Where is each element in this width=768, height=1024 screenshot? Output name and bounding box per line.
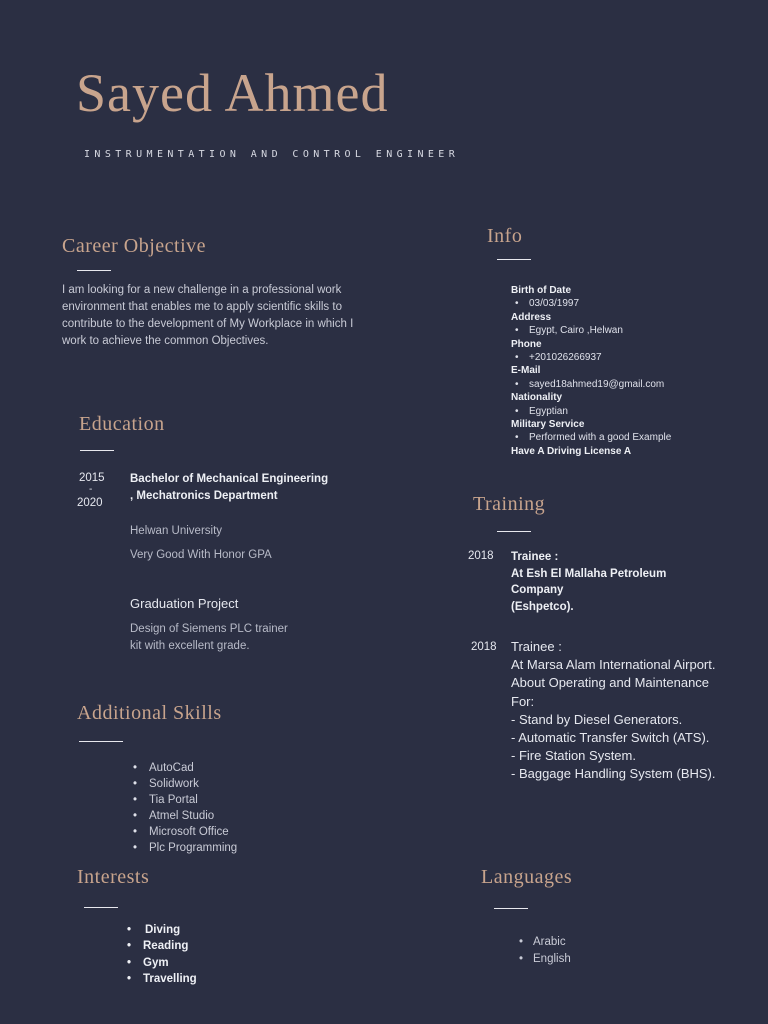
training-heading: Training	[473, 493, 546, 515]
training2-line1: Trainee :	[511, 639, 562, 654]
education-year-start: 2015	[79, 472, 105, 484]
interests-list	[127, 922, 197, 987]
education-university: Helwan University	[130, 525, 223, 537]
skill-item: • Microsoft Office	[131, 824, 237, 840]
info-heading: Info	[487, 225, 523, 247]
skill-item: • Atmel Studio	[131, 808, 237, 824]
training2-year: 2018	[471, 641, 497, 653]
languages-heading: Languages	[481, 866, 573, 888]
interests-heading: Interests	[77, 866, 150, 888]
training2-line5: - Automatic Transfer Switch (ATS).	[511, 730, 710, 746]
education-year-end: 2020	[77, 497, 103, 509]
info-label-birth: Birth of Date	[511, 285, 571, 296]
education-year-separator: -	[89, 484, 93, 495]
training2-line4: - Stand by Diesel Generators.	[511, 711, 683, 727]
career-objective-divider	[77, 270, 111, 271]
career-objective-text: I am looking for a new challenge in a professional work environment that enables me to apply scientific skills to contribute to the development of My Workplace in which I work to achieve the common Objectives.	[62, 284, 354, 347]
info-label-military: Military Service	[511, 419, 585, 431]
info-value-email: • sayed18ahmed19@gmail.com	[511, 378, 751, 391]
skills-heading: Additional Skills	[77, 702, 222, 724]
info-list	[511, 284, 751, 458]
skill-item: • Plc Programming	[131, 840, 237, 856]
info-label-nationality: Nationality	[511, 392, 563, 404]
training2-line3: About Operating and Maintenance For:	[511, 675, 710, 709]
skill-item: • Tia Portal	[131, 792, 237, 808]
training2-line6: - Fire Station System.	[511, 748, 636, 764]
education-degree: Bachelor of Mechanical Engineering , Mechatronics Department	[130, 473, 329, 502]
languages-divider	[494, 908, 528, 909]
language-item: • English	[517, 951, 571, 968]
education-grade: Very Good With Honor GPA	[130, 549, 272, 561]
skills-list	[131, 760, 237, 856]
info-value-nationality: • Egyptian	[511, 405, 751, 418]
info-label-email: E-Mail	[511, 365, 541, 377]
interest-item: • Gym	[127, 955, 197, 971]
skill-item: • AutoCad	[131, 760, 237, 776]
info-divider	[497, 259, 531, 260]
info-value-phone: • +201026266937	[511, 351, 751, 364]
job-title: INSTRUMENTATION AND CONTROL ENGINEER	[84, 149, 460, 160]
interest-item: • Reading	[127, 938, 197, 954]
training1-details	[511, 549, 711, 615]
skill-item: • Solidwork	[131, 776, 237, 792]
info-value-address: • Egypt, Cairo ,Helwan	[511, 324, 751, 337]
training1-line3: (Eshpetco).	[511, 600, 574, 613]
interest-item: • Diving	[127, 922, 197, 938]
training1-line2: At Esh El Mallaha Petroleum Company	[511, 567, 667, 596]
graduation-project-title: Graduation Project	[130, 596, 239, 611]
training2-line2: At Marsa Alam International Airport.	[511, 657, 716, 673]
language-item: • Arabic	[517, 934, 571, 951]
interests-divider	[84, 907, 118, 908]
education-heading: Education	[79, 413, 165, 435]
resume-name: Sayed Ahmed	[76, 63, 389, 123]
career-objective-heading: Career Objective	[62, 235, 207, 257]
training-divider	[497, 531, 531, 532]
skills-divider	[79, 741, 123, 742]
info-label-address: Address	[511, 311, 552, 323]
training2-details	[511, 638, 723, 784]
info-value-military: • Performed with a good Example	[511, 431, 751, 444]
info-label-phone: Phone	[511, 338, 542, 350]
graduation-project-desc: Design of Siemens PLC trainer kit with excellent grade.	[130, 623, 288, 652]
info-driving-license: Have A Driving License A	[511, 445, 632, 457]
languages-list	[517, 934, 571, 967]
training1-year: 2018	[468, 550, 494, 562]
training2-line7: - Baggage Handling System (BHS).	[511, 766, 716, 782]
education-divider	[80, 450, 114, 451]
training1-line1: Trainee :	[511, 551, 559, 563]
info-value-birth: • 03/03/1997	[511, 297, 751, 310]
interest-item: • Travelling	[127, 971, 197, 987]
